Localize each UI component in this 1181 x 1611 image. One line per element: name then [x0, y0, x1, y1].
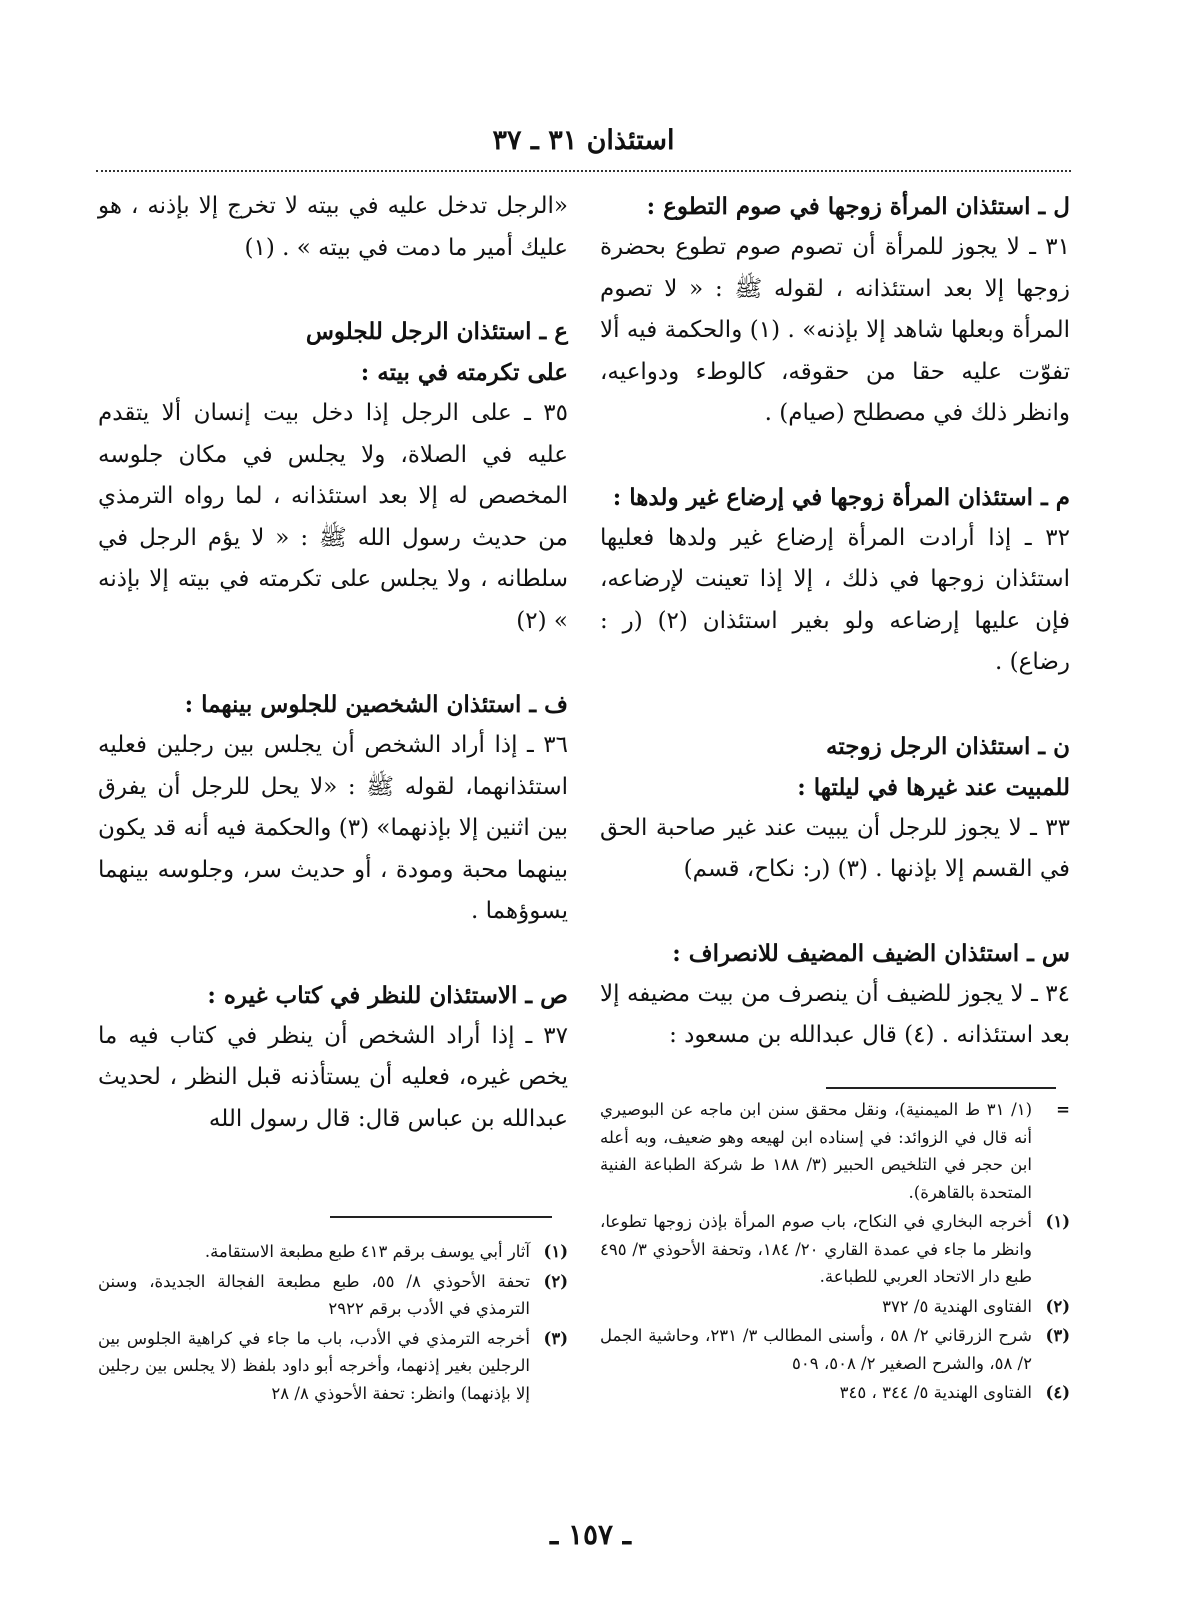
- paragraph-33: ٣٣ ـ لا يجوز للرجل أن يبيت عند غير صاحبة الحق في القسم إلا بإذنها . (٣) (ر: نكاح، قسم): [600, 814, 1070, 882]
- footnote-mark: (٢): [1045, 1296, 1070, 1316]
- section-title-ain-line1: ع ـ استئذان الرجل للجلوس: [305, 318, 568, 345]
- section-title-fa: ف ـ استئذان الشخصين للجلوس بينهما :: [184, 691, 568, 718]
- footnote-text: أخرجه البخاري في النكاح، باب صوم المرأة بإذن زوجها تطوعا، وانظر ما جاء في عمدة القاري ٢٠/ ١٨٤، وتحفة الأحوذي ٣/ ٤٩٥ طبع دار الاتحاد العربي للطباعة.: [600, 1212, 1032, 1286]
- paragraph-32: ٣٢ ـ إذا أرادت المرأة إرضاع غير ولدها فعليها استئذان زوجها في ذلك ، إلا إذا تعينت لإرضاعه، فإن عليها إرضاعه ولو بغير استئذان (٢) (ر : رضاع) .: [600, 524, 1070, 675]
- footnote-text: تحفة الأحوذي ٨/ ٥٥، طبع مطبعة الفجالة الجديدة، وسنن الترمذي في الأدب برقم ٢٩٢٢: [98, 1271, 531, 1318]
- footnote-rule-right: [826, 1087, 1056, 1089]
- footnote-text: شرح الزرقاني ٢/ ٥٨ ، وأسنى المطالب ٣/ ٢٣١، وحاشية الجمل ٢/ ٥٨، والشرح الصغير ٢/ ٥٠٨، ٥٠٩: [600, 1326, 1032, 1373]
- footnote-text: أخرجه الترمذي في الأدب، باب ما جاء في كراهية الجلوس بين الرجلين بغير إذنهما، وأخرجه أبو داود بلفظ (لا يجلس بين رجلين إلا بإذنهما) وانظر: تحفة الأحوذي ٨/ ٢٨: [98, 1328, 530, 1403]
- footnotes-right: [600, 1096, 1070, 1409]
- footnote: [600, 1293, 1070, 1321]
- footnote-mark: (١): [543, 1242, 568, 1261]
- section-title-sin: س ـ استئذان الضيف المضيف للانصراف :: [672, 939, 1070, 967]
- paragraph-34-continued: «الرجل تدخل عليه في بيته لا تخرج إلا بإذنه ، هو عليك أمير ما دمت في بيته » . (١): [98, 193, 568, 261]
- section-title-sad: ص ـ الاستئذان للنظر في كتاب غيره :: [207, 981, 568, 1009]
- paragraph-34: ٣٤ ـ لا يجوز للضيف أن ينصرف من بيت مضيفه إلا بعد استئذانه . (٤) قال عبدالله بن مسعود :: [600, 980, 1070, 1048]
- footnote-rule-left: [330, 1216, 552, 1218]
- right-column: [600, 186, 1070, 1057]
- paragraph-31: ٣١ ـ لا يجوز للمرأة أن تصوم صوم تطوع بحضرة زوجها إلا بعد استئذانه ، لقوله ﷺ : « لا تصوم المرأة وبعلها شاهد إلا بإذنه» . (١) والحكمة فيه ألا تفوّت عليه حقا من حقوقه، كالوطء ودواعيه، وانظر ذلك في مصطلح (صيام) .: [600, 234, 1070, 426]
- left-column: [98, 186, 568, 1140]
- footnote: [600, 1208, 1070, 1291]
- section-title-nun-line2: للمبيت عند غيرها في ليلتها :: [797, 773, 1070, 801]
- footnote-mark: =: [1056, 1100, 1070, 1119]
- footnote-mark: (١): [1045, 1212, 1070, 1231]
- footnote-text: الفتاوى الهندية ٥/ ٣٤٤ ، ٣٤٥: [839, 1383, 1032, 1402]
- page-number: ـ ١٥٧ ـ: [549, 1518, 632, 1551]
- footnote: [600, 1322, 1070, 1377]
- footnote-mark: (٣): [543, 1328, 568, 1348]
- footnote-mark: (٤): [1045, 1383, 1070, 1402]
- footnote: [98, 1238, 568, 1266]
- footnote-text: الفتاوى الهندية ٥/ ٣٧٢: [882, 1296, 1032, 1316]
- footnote-mark: (٣): [1045, 1326, 1070, 1345]
- footnote: [98, 1325, 568, 1408]
- footnote-text: (١/ ٣١ ط الميمنية)، ونقل محقق سنن ابن ماجه عن البوصيري أنه قال في الزوائد: في إسناده ابن لهيعه وهو ضعيف، وبه أعله ابن حجر في التلخيص الحبير (٣/ ١٨٨ ط شركة الطباعة الفنية المتحدة بالقاهرة).: [600, 1100, 1032, 1202]
- footnote-mark: (٢): [543, 1271, 568, 1291]
- section-title-ain-line2: على تكرمته في بيته :: [360, 359, 568, 386]
- section-title-lam: ل ـ استئذان المرأة زوجها في صوم التطوع :: [646, 193, 1070, 220]
- footnote: [98, 1268, 568, 1323]
- paragraph-37: ٣٧ ـ إذا أراد الشخص أن ينظر في كتاب فيه ما يخص غيره، فعليه أن يستأذنه قبل النظر ، لحديث عبدالله بن عباس قال: قال رسول الله: [98, 1022, 568, 1132]
- running-title: استئذان ٣١ ـ ٣٧: [492, 125, 675, 156]
- paragraph-35: ٣٥ ـ على الرجل إذا دخل بيت إنسان ألا يتقدم عليه في الصلاة، ولا يجلس في مكان جلوسه المخصص له إلا بعد استئذانه ، لما رواه الترمذي من حديث رسول الله ﷺ : « لا يؤم الرجل في سلطانه ، ولا يجلس على تكرمته في بيته إلا بإذنه » (٢): [98, 400, 568, 634]
- footnote: [600, 1379, 1070, 1407]
- section-title-mim: م ـ استئذان المرأة زوجها في إرضاع غير ولدها :: [612, 483, 1070, 511]
- paragraph-36: ٣٦ ـ إذا أراد الشخص أن يجلس بين رجلين فعليه استئذانهما، لقوله ﷺ : «لا يحل للرجل أن يفرق بين اثنين إلا بإذنهما» (٣) والحكمة فيه أنه قد يكون بينهما محبة ومودة ، أو حديث سر، وجلوسه بينهما يسوؤهما .: [98, 732, 568, 924]
- footnote-text: آثار أبي يوسف برقم ٤١٣ طبع مطبعة الاستقامة.: [204, 1242, 530, 1261]
- section-title-nun-line1: ن ـ استئذان الرجل زوجته: [826, 732, 1070, 760]
- header-dotted-rule: [96, 170, 1071, 172]
- footnote: [600, 1096, 1070, 1206]
- footnotes-left: [98, 1238, 568, 1409]
